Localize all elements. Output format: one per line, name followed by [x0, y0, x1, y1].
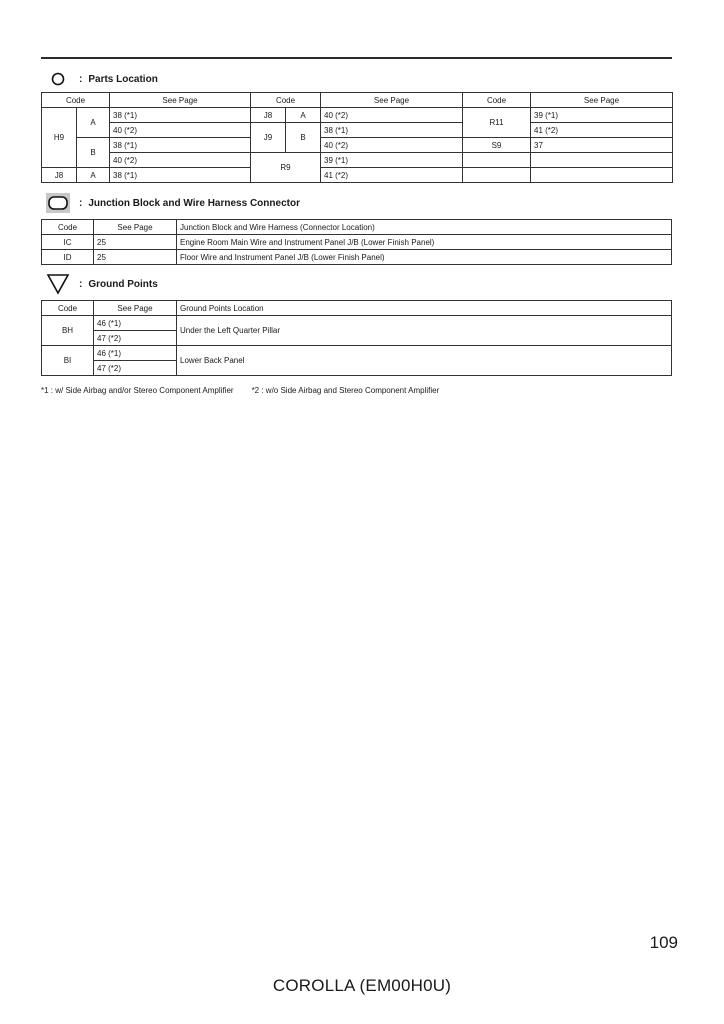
code-cell: H9 — [42, 108, 77, 168]
table-row — [42, 250, 672, 265]
code-sub-cell: B — [77, 138, 110, 168]
parts-location-title: Parts Location — [88, 73, 158, 85]
page-cell: 41 (*2) — [531, 123, 673, 138]
column-header: Code — [42, 93, 110, 108]
footer-title: COROLLA (EM00H0U) — [272, 976, 452, 995]
page-cell: 46 (*1) — [94, 346, 177, 361]
page-cell: 40 (*2) — [110, 153, 251, 168]
column-header: Code — [251, 93, 321, 108]
code-cell: BH — [42, 316, 94, 346]
column-header: See Page — [110, 93, 251, 108]
column-header: Code — [42, 301, 94, 316]
page-cell: 40 (*2) — [321, 108, 463, 123]
code-cell: ID — [42, 250, 94, 265]
code-sub-cell: A — [77, 168, 110, 183]
column-header: See Page — [321, 93, 463, 108]
page-cell: 40 (*2) — [110, 123, 251, 138]
footnote: *2 : w/o Side Airbag and Stereo Component Amplifier — [251, 386, 440, 395]
ground-points-title: Ground Points — [88, 278, 158, 290]
page-cell: 38 (*1) — [110, 138, 251, 153]
code-sub-cell: A — [286, 108, 321, 123]
page-cell: 25 — [94, 235, 177, 250]
top-rule — [41, 57, 672, 59]
code-cell: IC — [42, 235, 94, 250]
empty-cell — [463, 153, 531, 168]
page-cell: 38 (*1) — [110, 168, 251, 183]
table-header-row — [42, 93, 673, 108]
table-row — [42, 153, 673, 168]
parts-location-heading: : Parts Location — [41, 68, 158, 90]
column-header: Code — [463, 93, 531, 108]
code-cell: J9 — [251, 123, 286, 153]
page-cell: 47 (*2) — [94, 361, 177, 376]
table-row — [42, 108, 673, 123]
page-cell: 38 (*1) — [321, 123, 463, 138]
page-cell: 39 (*1) — [531, 108, 673, 123]
empty-cell — [463, 168, 531, 183]
table-row — [42, 235, 672, 250]
location-cell: Engine Room Main Wire and Instrument Panel J/B (Lower Finish Panel) — [177, 235, 672, 250]
column-header: See Page — [531, 93, 673, 108]
table-row — [42, 316, 672, 331]
page-cell: 38 (*1) — [110, 108, 251, 123]
junction-block-heading: : Junction Block and Wire Harness Connector — [41, 192, 300, 214]
page-cell: 25 — [94, 250, 177, 265]
code-cell: J8 — [42, 168, 77, 183]
code-cell: S9 — [463, 138, 531, 153]
junction-block-title: Junction Block and Wire Harness Connector — [88, 197, 300, 209]
footnote: *1 : w/ Side Airbag and/or Stereo Component Amplifier — [41, 386, 234, 395]
table-row — [42, 168, 673, 183]
page-cell: 37 — [531, 138, 673, 153]
page-cell: 47 (*2) — [94, 331, 177, 346]
location-cell: Floor Wire and Instrument Panel J/B (Lower Finish Panel) — [177, 250, 672, 265]
table-row — [42, 138, 673, 153]
column-header: Junction Block and Wire Harness (Connector Location) — [177, 220, 672, 235]
footnotes — [41, 386, 439, 395]
code-cell: BI — [42, 346, 94, 376]
circle-symbol-icon — [41, 68, 75, 90]
code-sub-cell: A — [77, 108, 110, 138]
code-cell: R9 — [251, 153, 321, 183]
triangle-symbol-icon — [41, 273, 75, 295]
ground-points-table — [41, 300, 672, 376]
code-sub-cell: B — [286, 123, 321, 153]
code-cell: R11 — [463, 108, 531, 138]
junction-block-table — [41, 219, 672, 265]
page-cell: 41 (*2) — [321, 168, 463, 183]
column-header: Code — [42, 220, 94, 235]
column-header: See Page — [94, 301, 177, 316]
column-header: See Page — [94, 220, 177, 235]
table-header-row — [42, 220, 672, 235]
junction-block-symbol-icon — [41, 192, 75, 214]
code-cell: J8 — [251, 108, 286, 123]
table-row — [42, 123, 673, 138]
parts-location-table — [41, 92, 673, 183]
table-header-row — [42, 301, 672, 316]
ground-points-heading: : Ground Points — [41, 273, 158, 295]
page-number: 109 — [649, 933, 678, 952]
empty-cell — [531, 168, 673, 183]
page-cell: 46 (*1) — [94, 316, 177, 331]
table-row — [42, 346, 672, 361]
column-header: Ground Points Location — [177, 301, 672, 316]
location-cell: Under the Left Quarter Pillar — [177, 316, 672, 346]
page-cell: 39 (*1) — [321, 153, 463, 168]
location-cell: Lower Back Panel — [177, 346, 672, 376]
page-cell: 40 (*2) — [321, 138, 463, 153]
empty-cell — [531, 153, 673, 168]
